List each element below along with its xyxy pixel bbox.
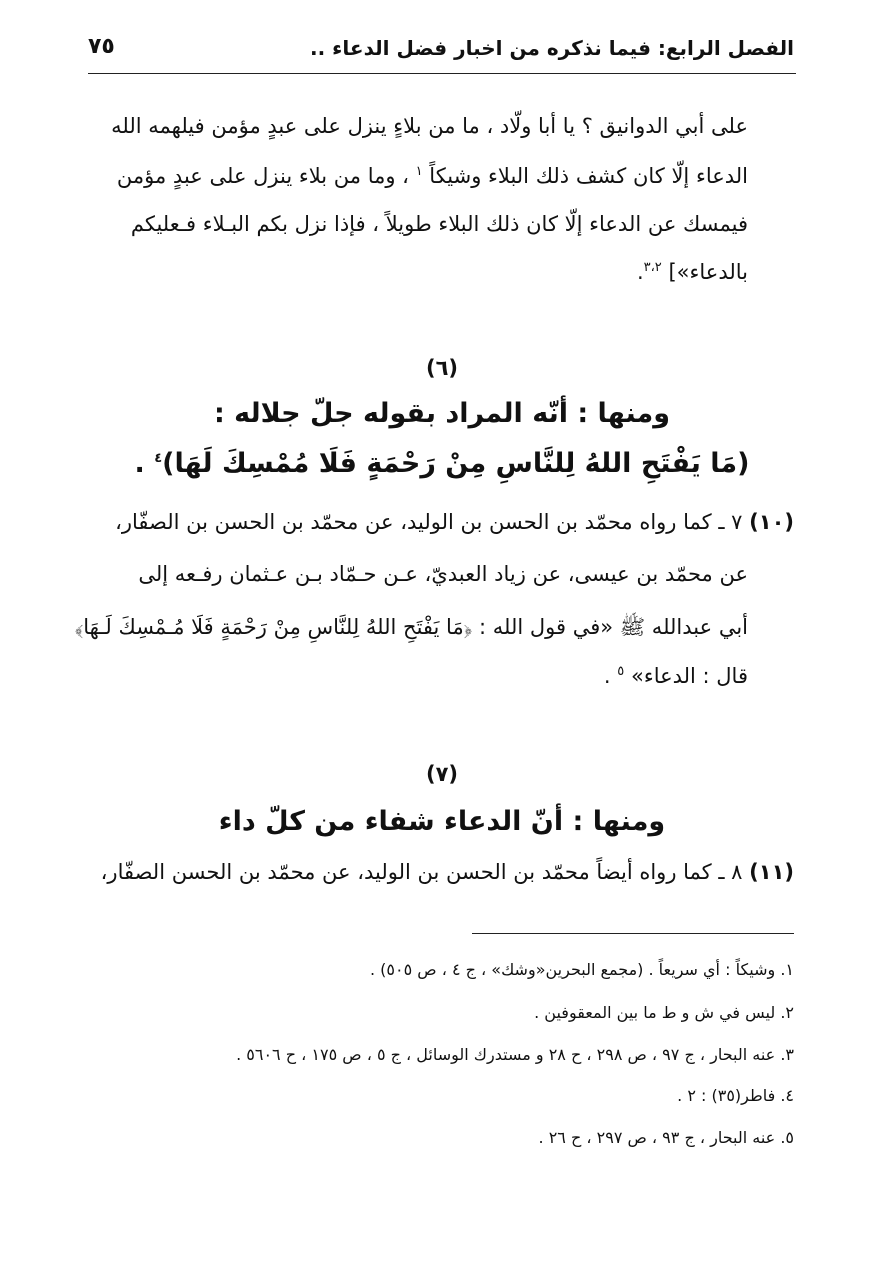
hadith-number-10: (١٠) <box>749 510 794 534</box>
p2-line-1 <box>115 510 794 534</box>
p1-line-2-b: ، وما من بلاء ينزل على عبدٍ مؤمن <box>116 164 409 188</box>
hadith-number-11: (١١) <box>749 860 794 884</box>
footnote-1: ١. وشيكاً : أي سريعاً . (مجمع البحرين«وشك» ، ج ٤ ، ص ٥٠٥) . <box>369 960 794 979</box>
footnote-2: ٢. ليس في ش و ط ما بين المعقوفين . <box>534 1003 794 1022</box>
running-header <box>88 32 794 72</box>
footnote-5: ٥. عنه البحار ، ج ٩٣ ، ص ٢٩٧ ، ح ٢٦ . <box>538 1128 794 1147</box>
footnote-3: ٣. عنه البحار ، ج ٩٧ ، ص ٢٩٨ ، ح ٢٨ و مستدرك الوسائل ، ج ٥ ، ص ١٧٥ ، ح ٥٦٠٦ . <box>236 1045 794 1064</box>
section-6-number: (٦) <box>425 356 459 380</box>
p2-line-1-text: ٧ ـ كما رواه محمّد بن الحسن بن الوليد، عن محمّد بن الحسن بن الصفّار، <box>115 510 743 534</box>
p2-line-4-text: قال : الدعاء» <box>630 664 748 688</box>
footnote-ref-4[interactable]: ٤ <box>154 451 163 466</box>
p3-line-1 <box>101 860 794 884</box>
footnote-rule <box>472 933 794 934</box>
verse-end: . <box>134 448 145 479</box>
section-6-heading: ومنها : أنّه المراد بقوله جلّ جلاله : <box>213 398 671 429</box>
verse-text: (مَا يَفْتَحِ اللهُ لِلنَّاسِ مِنْ رَحْمَةٍ فَلَا مُمْسِكَ لَهَا) <box>162 448 750 479</box>
footnote-ref-2-3[interactable]: ٣،٢ <box>643 260 662 275</box>
page-number: ٧٥ <box>88 34 115 59</box>
footnote-ref-1[interactable]: ١ <box>415 164 423 179</box>
section-6-verse <box>0 448 884 479</box>
p1-line-2-a: الدعاء إلّا كان كشف ذلك البلاء وشيكاً <box>429 164 748 188</box>
p2-line-4 <box>604 664 748 688</box>
p2-line-4-end: . <box>603 664 611 688</box>
footnote-4: ٤. فاطر(٣٥) : ٢ . <box>677 1086 794 1105</box>
section-7-heading: ومنها : أنّ الدعاء شفاء من كلّ داء <box>218 806 666 837</box>
p3-line-1-text: ٨ ـ كما رواه أيضاً محمّد بن الحسن بن الوليد، عن محمّد بن الحسن الصفّار، <box>100 860 743 884</box>
p1-line-3: فيمسك عن الدعاء إلّا كان ذلك البلاء طويلاً ، فإذا نزل بكم البـلاء فـعليكم <box>130 212 748 236</box>
p1-line-2 <box>117 164 748 188</box>
p1-line-4-a: بالدعاء»] <box>668 260 748 284</box>
section-7-number: (٧) <box>425 762 459 786</box>
footnote-ref-5[interactable]: ٥ <box>617 664 625 679</box>
chapter-title: الفصل الرابع: فيما نذكره من اخبار فضل الدعاء .. <box>310 36 794 60</box>
p1-line-1: على أبي الدوانيق ؟ يا أبا ولّاد ، ما من بلاءٍ ينزل على عبدٍ مؤمن فيلهمه الله <box>111 114 748 138</box>
p1-line-4 <box>637 260 748 284</box>
p1-line-4-end: . <box>636 260 644 284</box>
header-rule <box>88 73 796 74</box>
p2-line-2: عن محمّد بن عيسى، عن زياد العبديّ، عـن حـمّاد بـن عـثمان رفـعه إلى <box>138 562 748 586</box>
p2-line-3: أبي عبدالله ﷺ «في قول الله : ﴿مَا يَفْتَحِ اللهُ لِلنَّاسِ مِنْ رَحْمَةٍ فَلَا مُـمْسِكَ لَـهَا﴾ <box>74 615 748 639</box>
